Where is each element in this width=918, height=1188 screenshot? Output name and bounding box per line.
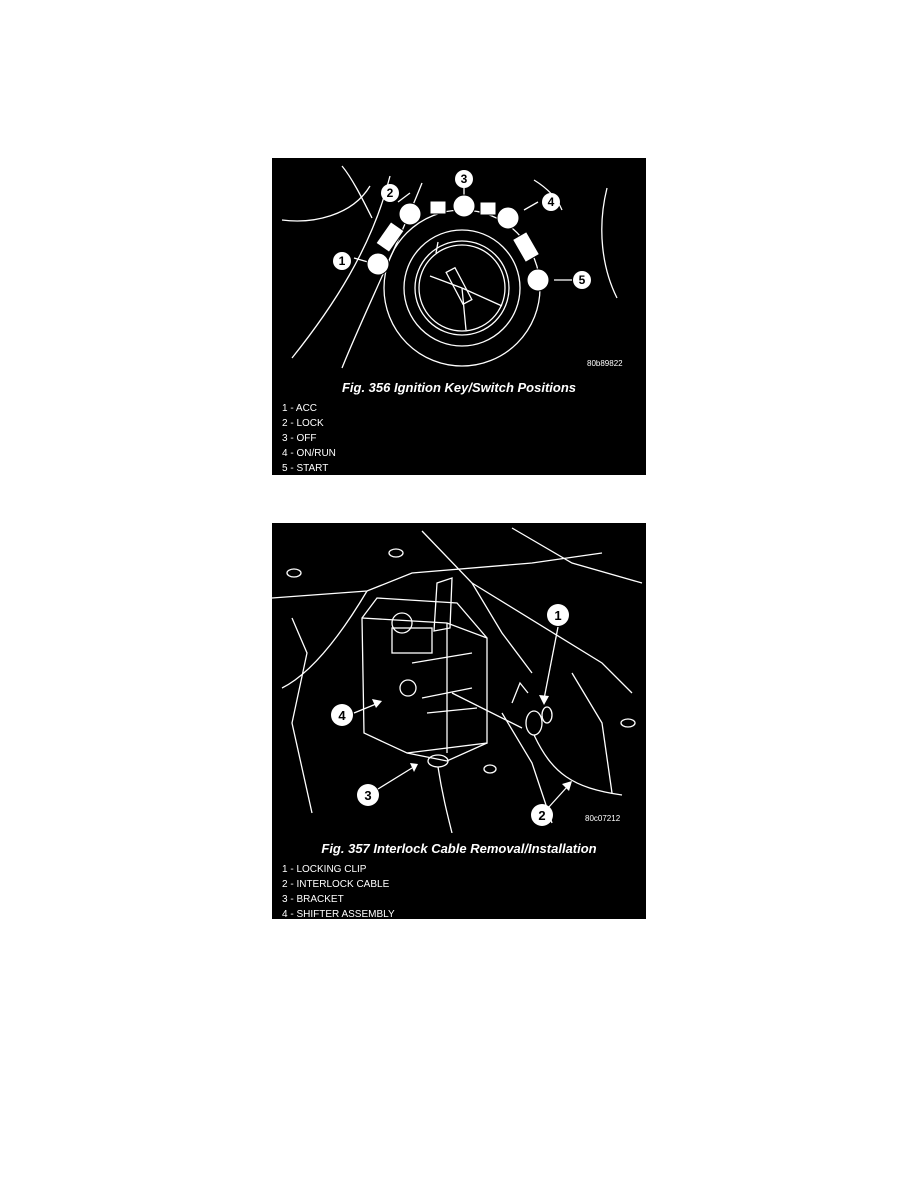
figure-code: 80c07212 <box>585 814 621 823</box>
legend-item: 4 - SHIFTER ASSEMBLY <box>282 909 395 919</box>
legend-item: 5 - START <box>282 463 329 474</box>
legend-item: 1 - ACC <box>282 403 318 414</box>
figure-caption: Fig. 357 Interlock Cable Removal/Installation <box>321 841 597 856</box>
callout-4: 4 <box>338 708 346 723</box>
callout-3: 3 <box>364 788 372 803</box>
legend-item: 1 - LOCKING CLIP <box>282 864 367 875</box>
figure-legend <box>282 862 395 919</box>
figure-caption: Fig. 356 Ignition Key/Switch Positions <box>341 380 577 395</box>
callout-2: 2 <box>538 808 546 823</box>
callout-3: 3 <box>460 172 468 186</box>
figure-357 <box>272 523 646 919</box>
figure-code: 80b89822 <box>587 359 623 368</box>
legend-item: 2 - LOCK <box>282 418 324 429</box>
legend-item: 3 - OFF <box>282 433 317 444</box>
callout-4: 4 <box>547 195 555 209</box>
callout-5: 5 <box>578 273 586 287</box>
interlock-cable-illustration <box>272 523 646 833</box>
callout-2: 2 <box>386 186 394 200</box>
ignition-switch-illustration <box>272 158 646 378</box>
callout-1: 1 <box>338 254 346 268</box>
callout-1: 1 <box>554 608 562 623</box>
legend-item: 3 - BRACKET <box>282 894 344 905</box>
figure-356 <box>272 158 646 475</box>
legend-item: 4 - ON/RUN <box>282 448 336 459</box>
figure-legend <box>282 401 336 475</box>
legend-item: 2 - INTERLOCK CABLE <box>282 879 390 890</box>
